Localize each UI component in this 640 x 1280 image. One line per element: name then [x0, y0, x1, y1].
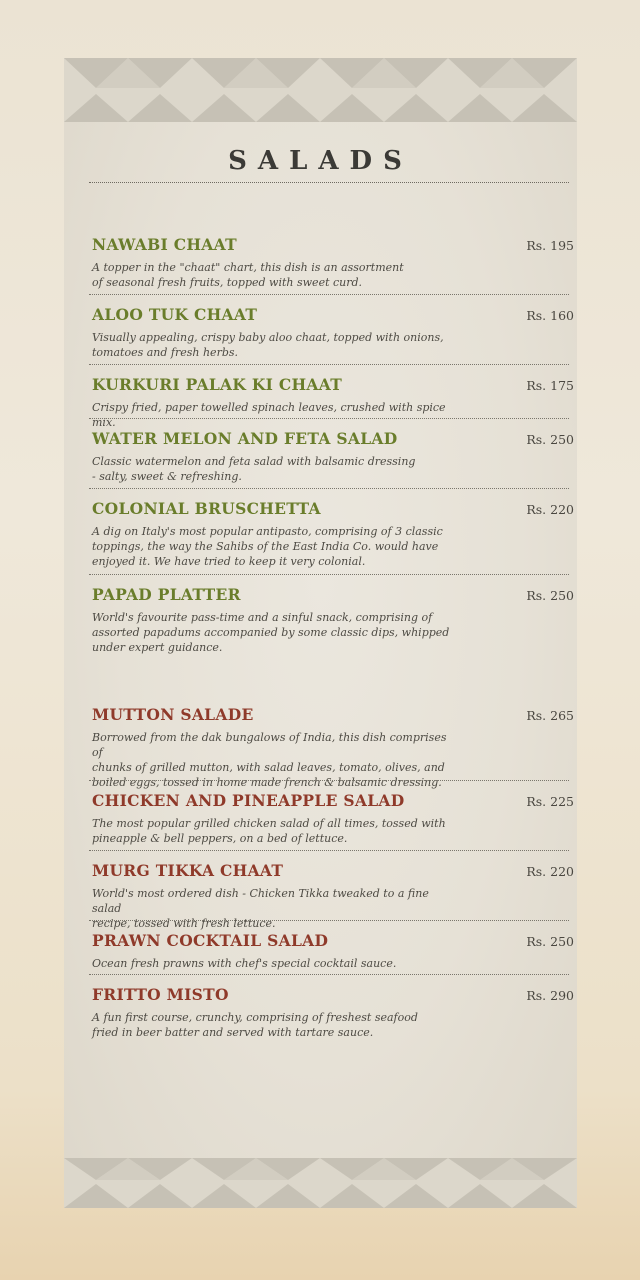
item-name: PAPAD PLATTER: [92, 585, 241, 604]
desc-line: Ocean fresh prawns with chef's special cocktail sauce.: [92, 957, 397, 970]
menu-item-fritto-misto: [92, 985, 574, 1040]
item-description: [92, 400, 452, 430]
item-divider: [89, 574, 569, 575]
item-divider: [89, 780, 569, 781]
item-name: MURG TIKKA CHAAT: [92, 861, 284, 880]
item-price: Rs. 250: [526, 588, 574, 603]
item-price: Rs. 195: [526, 238, 574, 253]
item-name: MUTTON SALADE: [92, 705, 254, 724]
menu-item-kurkuri-palak-ki-chaat: [92, 375, 574, 430]
item-divider: [89, 418, 569, 419]
item-description: [92, 610, 452, 655]
desc-line: pineapple & bell peppers, on a bed of lettuce.: [92, 832, 348, 845]
desc-line: chunks of grilled mutton, with salad leaves, tomato, olives, and: [92, 761, 445, 774]
desc-line: enjoyed it. We have tried to keep it very colonial.: [92, 555, 366, 568]
item-divider: [89, 920, 569, 921]
desc-line: The most popular grilled chicken salad of all times, tossed with: [92, 817, 446, 830]
item-price: Rs. 175: [526, 378, 574, 393]
menu-panel: [64, 58, 577, 1208]
item-name: KURKURI PALAK KI CHAAT: [92, 375, 343, 394]
menu-item-colonial-bruschetta: [92, 499, 574, 569]
menu-item-chicken-and-pineapple-salad: [92, 791, 574, 846]
item-description: [92, 1010, 452, 1040]
desc-line: of seasonal fresh fruits, topped with sweet curd.: [92, 276, 363, 289]
desc-line: Classic watermelon and feta salad with balsamic dressing: [92, 455, 416, 468]
item-price: Rs. 220: [526, 502, 574, 517]
item-price: Rs. 220: [526, 864, 574, 879]
item-description: [92, 524, 452, 569]
top-triangle-border: [64, 58, 577, 122]
item-name: NAWABI CHAAT: [92, 235, 237, 254]
item-description: [92, 330, 452, 360]
item-description: [92, 260, 452, 290]
menu-item-aloo-tuk-chaat: [92, 305, 574, 360]
item-description: [92, 730, 452, 790]
desc-line: Borrowed from the dak bungalows of India, this dish comprises of: [92, 731, 447, 759]
item-divider: [89, 294, 569, 295]
item-description: [92, 816, 452, 846]
item-description: [92, 454, 452, 484]
item-name: FRITTO MISTO: [92, 985, 229, 1004]
desc-line: Visually appealing, crispy baby aloo chaat, topped with onions,: [92, 331, 444, 344]
item-divider: [89, 364, 569, 365]
bottom-triangle-border: [64, 1158, 577, 1208]
item-price: Rs. 250: [526, 432, 574, 447]
desc-line: World's most ordered dish - Chicken Tikka tweaked to a fine salad: [92, 887, 429, 915]
item-price: Rs. 225: [526, 794, 574, 809]
desc-line: Crispy fried, paper towelled spinach leaves, crushed with spice mix.: [92, 401, 446, 429]
item-name: WATER MELON AND FETA SALAD: [92, 429, 398, 448]
item-price: Rs. 265: [526, 708, 574, 723]
item-name: CHICKEN AND PINEAPPLE SALAD: [92, 791, 405, 810]
desc-line: toppings, the way the Sahibs of the East India Co. would have: [92, 540, 439, 553]
menu-item-mutton-salade: [92, 705, 574, 790]
item-name: PRAWN COCKTAIL SALAD: [92, 931, 329, 950]
desc-line: under expert guidance.: [92, 641, 223, 654]
desc-line: boiled eggs, tossed in home made french & balsamic dressing.: [92, 776, 442, 789]
item-price: Rs. 160: [526, 308, 574, 323]
desc-line: A topper in the "chaat" chart, this dish is an assortment: [92, 261, 404, 274]
title-divider: [89, 182, 569, 183]
desc-line: A fun first course, crunchy, comprising of freshest seafood: [92, 1011, 418, 1024]
desc-line: A dig on Italy's most popular antipasto, comprising of 3 classic: [92, 525, 443, 538]
desc-line: tomatoes and fresh herbs.: [92, 346, 239, 359]
item-divider: [89, 488, 569, 489]
desc-line: assorted papadums accompanied by some classic dips, whipped: [92, 626, 450, 639]
menu-item-papad-platter: [92, 585, 574, 655]
item-divider: [89, 850, 569, 851]
menu-item-nawabi-chaat: [92, 235, 574, 290]
item-price: Rs. 290: [526, 988, 574, 1003]
desc-line: World's favourite pass-time and a sinful snack, comprising of: [92, 611, 433, 624]
item-name: ALOO TUK CHAAT: [92, 305, 258, 324]
desc-line: fried in beer batter and served with tartare sauce.: [92, 1026, 374, 1039]
menu-title: SALADS: [228, 146, 413, 176]
item-price: Rs. 250: [526, 934, 574, 949]
menu-item-prawn-cocktail-salad: [92, 931, 574, 971]
item-name: COLONIAL BRUSCHETTA: [92, 499, 321, 518]
item-description: [92, 956, 452, 971]
item-description: [92, 886, 452, 931]
item-divider: [89, 974, 569, 975]
menu-item-water-melon-and-feta-salad: [92, 429, 574, 484]
desc-line: - salty, sweet & refreshing.: [92, 470, 242, 483]
desc-line: recipe, tossed with fresh lettuce.: [92, 917, 276, 930]
